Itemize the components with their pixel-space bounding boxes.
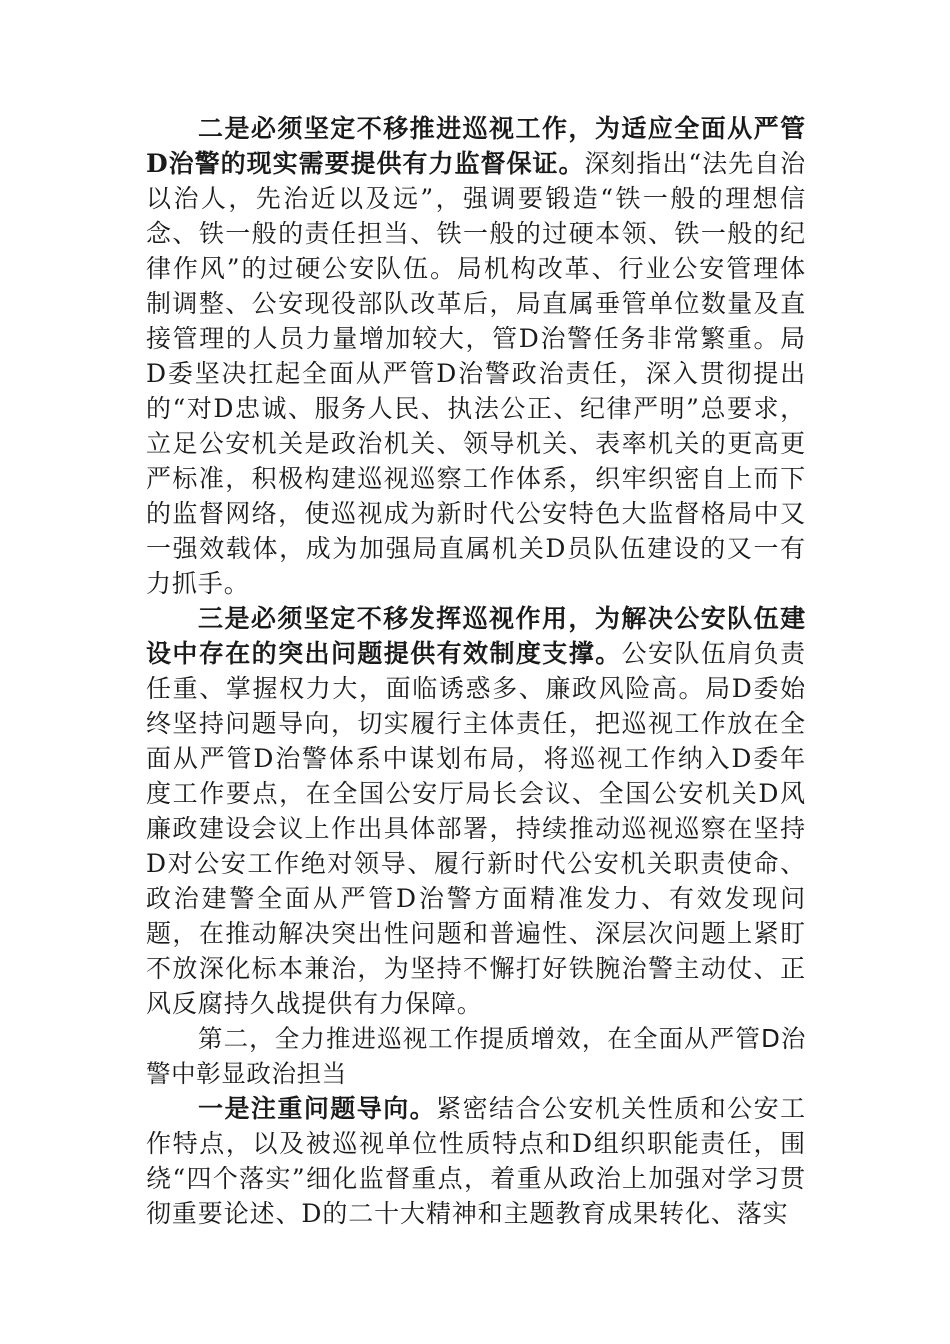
paragraph-1-lead: 二是必须坚定不移推进巡视工作，为适应全面从严管D治警的现实需要提供有力监督保证。 bbox=[146, 114, 806, 178]
paragraph-1-body: 深刻指出“法先自治以治人，先治近以及远”，强调要锻造“铁一般的理想信念、铁一般的责任担当、铁一般的过硬本领、铁一般的纪律作风”的过硬公安队伍。局机构改革、行业公安管理体制调整、公安现役部队改革后，局直属垂管单位数量及直接管理的人员力量增加较大，管D治警任务非常繁重。局D委坚决扛起全面从严管D治警政治责任，深入贯彻提出的“对D忠诚、服务人民、执法公正、纪律严明”总要求，立足公安机关是政治机关、领导机关、表率机关的更高更严标准，积极构建巡视巡察工作体系，织牢织密自上而下的监督网络，使巡视成为新时代公安特色大监督格局中又一强效载体，成为加强局直属机关D员队伍建设的又一有力抓手。 bbox=[146, 149, 806, 598]
paragraph-3-body: 紧密结合公安机关性质和公安工作特点，以及被巡视单位性质特点和D组织职能责任，围绕“四个落实”细化监督重点，着重从政治上加强对学习贯彻重要论述、D的二十大精神和主题教育成果转化、落实 bbox=[146, 1094, 806, 1228]
paragraph-3-lead: 一是注重问题导向。 bbox=[198, 1094, 437, 1123]
paragraph-2 bbox=[146, 601, 806, 1021]
paragraph-2-body: 公安队伍肩负责任重、掌握权力大，面临诱惑多、廉政风险高。局D委始终坚持问题导向，切实履行主体责任，把巡视工作放在全面从严管D治警体系中谋划布局，将巡视工作纳入D委年度工作要点，在全国公安厅局长会议、全国公安机关D风廉政建设会议上作出具体部署，持续推动巡视巡察在坚持D对公安工作绝对领导、履行新时代公安机关职责使命、政治建警全面从严管D治警方面精准发力、有效发现问题，在推动解决突出性问题和普遍性、深层次问题上紧盯不放深化标本兼治，为坚持不懈打好铁腕治警主动仗、正风反腐持久战提供有力保障。 bbox=[146, 639, 806, 1018]
section-heading: 第二，全力推进巡视工作提质增效，在全面从严管D治警中彰显政治担当 bbox=[146, 1024, 806, 1088]
paragraph-1 bbox=[146, 111, 806, 601]
paragraph-2-lead: 三是必须坚定不移发挥巡视作用，为解决公安队伍建设中存在的突出问题提供有效制度支撑。 bbox=[146, 604, 806, 668]
document-page bbox=[146, 111, 806, 1231]
paragraph-3 bbox=[146, 1091, 806, 1231]
